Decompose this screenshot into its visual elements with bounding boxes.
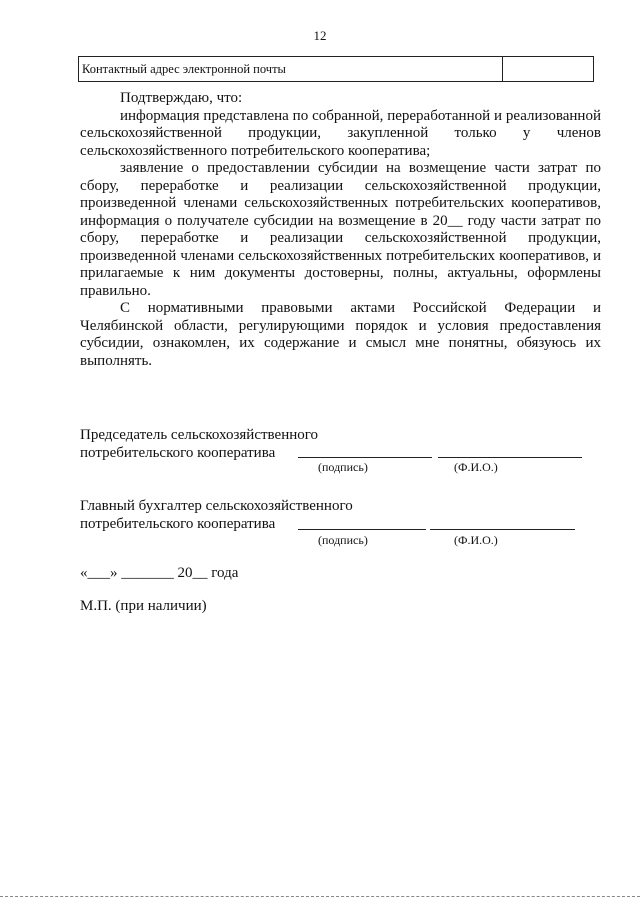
chairman-signature-caption: (подпись) — [318, 460, 368, 474]
page-number: 12 — [313, 28, 327, 43]
chairman-role-line2: потребительского кооператива — [80, 444, 276, 461]
accountant-signature-block — [80, 498, 600, 548]
contact-email-value[interactable] — [503, 57, 593, 81]
chairman-signature-block — [80, 427, 600, 477]
confirmation-section — [80, 90, 601, 370]
contact-email-row — [78, 56, 594, 82]
accountant-role-line1: Главный бухгалтер сельскохозяйственного — [80, 498, 353, 514]
confirmation-heading: Подтверждаю, что: — [120, 90, 243, 106]
contact-email-label: Контактный адрес электронной почты — [79, 57, 503, 81]
confirmation-paragraph-1: информация представлена по собранной, переработанной и реализованной сельскохозяйственной продукции, закупленной только у членов сельскохозяйственного потребительского кооператива; — [80, 107, 601, 159]
stamp-note: М.П. (при наличии) — [80, 598, 207, 614]
accountant-name-field[interactable] — [430, 529, 575, 530]
confirmation-paragraph-2: заявление о предоставлении субсидии на возмещение части затрат по сбору, переработке и реализации сельскохозяйственной продукции, произведенной членами сельскохозяйственных потребительских кооперативов, информация о получателе субсидии на возмещение в 20__ году части затрат по сбору, переработке и реализации сельскохозяйственной продукции, произведенной членами сельскохозяйственных потребительских кооперативов, и прилагаемые к ним документы достоверны, полны, актуальны, оформлены правильно. — [80, 160, 601, 299]
accountant-signature-caption: (подпись) — [318, 533, 368, 547]
chairman-signature-field[interactable] — [298, 457, 432, 458]
page-bottom-divider — [0, 896, 640, 897]
chairman-role-line1: Председатель сельскохозяйственного — [80, 427, 319, 443]
date-line: «___» _______ 20__ года — [80, 565, 239, 581]
chairman-name-caption: (Ф.И.О.) — [454, 460, 498, 474]
accountant-signature-field[interactable] — [298, 529, 426, 530]
accountant-name-caption: (Ф.И.О.) — [454, 533, 498, 547]
confirmation-paragraph-3: С нормативными правовыми актами Российской Федерации и Челябинской области, регулирующими порядок и условия предоставления субсидии, ознакомлен, их содержание и смысл мне понятны, обязуюсь их выполнять. — [80, 300, 601, 369]
chairman-name-field[interactable] — [438, 457, 582, 458]
accountant-role-line2: потребительского кооператива — [80, 515, 276, 532]
